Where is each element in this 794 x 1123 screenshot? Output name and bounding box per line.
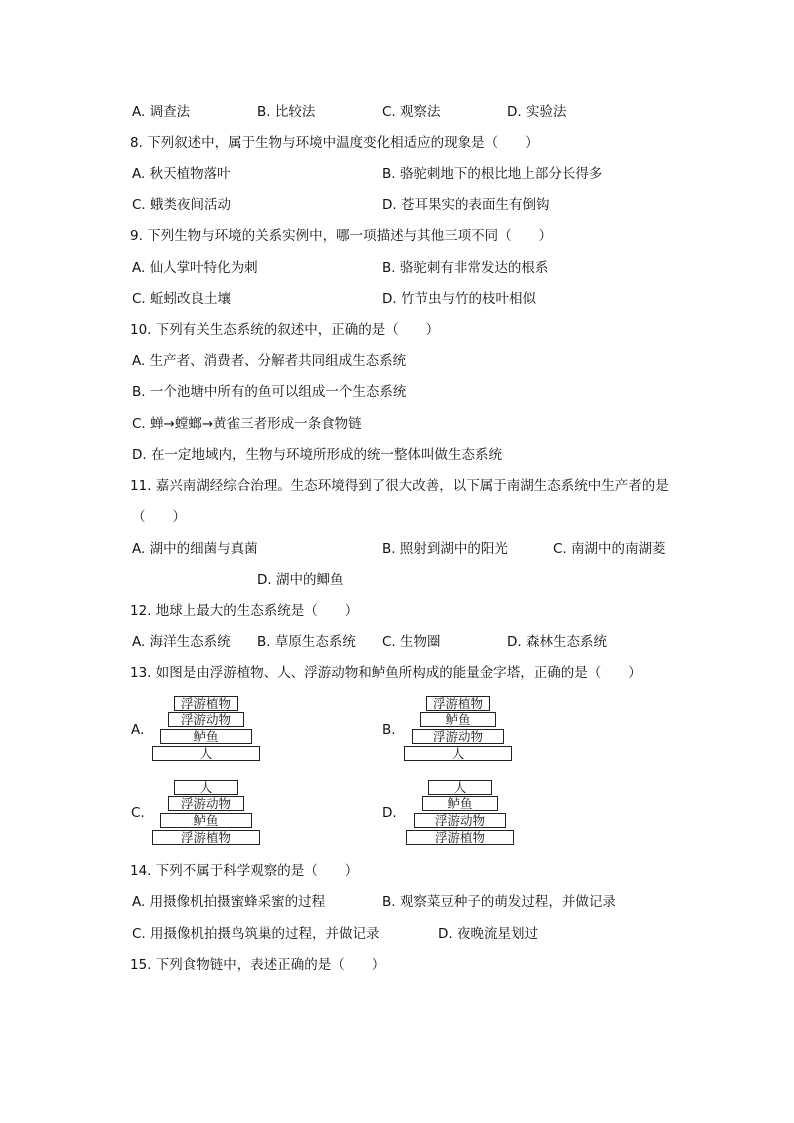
q13-choice-b-label: B. [382,722,396,738]
q12-option-b: B. 草原生态系统 [257,634,356,650]
q7-option-a: A. 调查法 [132,104,191,120]
q9-stem: 9. 下列生物与环境的关系实例中，哪一项描述与其他三项不同（ ） [130,228,553,244]
q10-option-a: A. 生产者、消费者、分解者共同组成生态系统 [132,353,407,369]
q13-choice-c-label: C. [131,805,145,821]
q11-stem-paren: （ ） [132,509,186,525]
pyramid-level: 浮游植物 [426,696,490,711]
q12-option-c: C. 生物圈 [382,634,441,650]
q12-stem: 12. 地球上最大的生态系统是（ ） [130,603,359,619]
q8-option-a: A. 秋天植物落叶 [132,166,231,182]
q12-option-a: A. 海洋生态系统 [132,634,231,650]
pyramid-level: 浮游植物 [406,830,514,845]
pyramid-level: 浮游植物 [174,696,238,711]
q15-stem: 15. 下列食物链中，表述正确的是（ ） [130,957,386,973]
q14-option-b: B. 观察菜豆种子的萌发过程，并做记录 [382,894,616,910]
q11-option-a: A. 湖中的细菌与真菌 [132,541,258,557]
q12-option-d: D. 森林生态系统 [507,634,607,650]
q9-option-a: A. 仙人掌叶特化为刺 [132,260,258,276]
q14-option-a: A. 用摄像机拍摄蜜蜂采蜜的过程 [132,894,326,910]
pyramid-level: 浮游动物 [412,729,504,744]
q10-stem: 10. 下列有关生态系统的叙述中，正确的是（ ） [130,322,440,338]
q9-option-d: D. 竹节虫与竹的枝叶相似 [382,291,536,307]
q8-option-c: C. 蛾类夜间活动 [132,197,232,213]
pyramid-level: 浮游动物 [168,796,244,811]
pyramid-level: 人 [404,746,512,761]
pyramid-level: 人 [174,780,238,795]
q13-choice-a-label: A. [131,722,145,738]
pyramid-level: 浮游动物 [414,813,506,828]
pyramid-level: 人 [428,780,492,795]
q13-stem: 13. 如图是由浮游植物、人、浮游动物和鲈鱼所构成的能量金字塔，正确的是（ ） [130,665,642,681]
q11-stem: 11. 嘉兴南湖经综合治理。生态环境得到了很大改善，以下属于南湖生态系统中生产者的是 [130,478,669,494]
q10-option-d: D. 在一定地域内，生物与环境所形成的统一整体叫做生态系统 [132,447,502,463]
q10-option-c: C. 蝉→螳螂→黄雀三者形成一条食物链 [132,416,362,432]
q11-option-c: C. 南湖中的南湖菱 [553,541,666,557]
q7-option-d: D. 实验法 [507,104,567,120]
q10-option-b: B. 一个池塘中所有的鱼可以组成一个生态系统 [132,384,407,400]
q14-stem: 14. 下列不属于科学观察的是（ ） [130,863,359,879]
pyramid-level: 鲈鱼 [160,813,252,828]
q9-option-c: C. 蚯蚓改良土壤 [132,291,232,307]
pyramid-level: 人 [152,746,260,761]
q11-option-d: D. 湖中的鲫鱼 [257,572,344,588]
q8-option-d: D. 苍耳果实的表面生有倒钩 [382,197,550,213]
q14-option-d: D. 夜晚流星划过 [438,926,538,942]
q11-option-b: B. 照射到湖中的阳光 [382,541,508,557]
pyramid-level: 鲈鱼 [422,796,498,811]
q7-option-c: C. 观察法 [382,104,441,120]
pyramid-level: 鲈鱼 [420,712,496,727]
q14-option-c: C. 用摄像机拍摄鸟筑巢的过程，并做记录 [132,926,380,942]
q7-option-b: B. 比较法 [257,104,316,120]
pyramid-level: 浮游动物 [168,712,244,727]
q8-option-b: B. 骆驼刺地下的根比地上部分长得多 [382,166,603,182]
q9-option-b: B. 骆驼刺有非常发达的根系 [382,260,549,276]
q8-stem: 8. 下列叙述中，属于生物与环境中温度变化相适应的现象是（ ） [130,135,539,151]
pyramid-level: 浮游植物 [152,830,260,845]
pyramid-level: 鲈鱼 [160,729,252,744]
q13-choice-d-label: D. [382,805,397,821]
